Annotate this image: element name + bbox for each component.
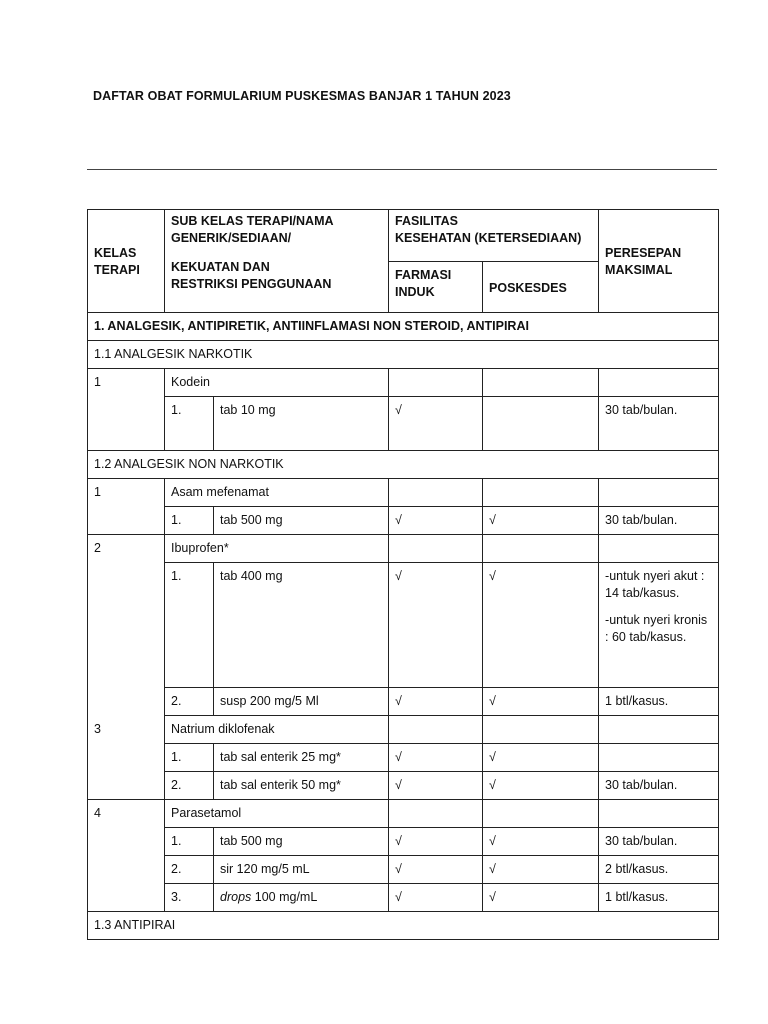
dosage-row [88,397,719,451]
max-cell [599,369,719,397]
drug-name: Asam mefenamat [165,479,389,507]
document-title: DAFTAR OBAT FORMULARIUM PUSKESMAS BANJAR 1 TAHUN 2023 [93,89,511,103]
max-cell [599,535,719,563]
max-cell [599,716,719,744]
dosage-form: tab 500 mg [214,828,389,856]
header-peresepan-maksimal [599,210,719,313]
max-prescription: 30 tab/bulan. [599,507,719,535]
farmasi-check: √ [389,772,483,800]
poskesdes-cell [483,535,599,563]
farmasi-cell [389,369,483,397]
dosage-number: 1. [165,828,214,856]
subsection-row [88,341,719,369]
table-header-row [88,210,719,262]
drug-number: 3 [88,716,165,800]
poskesdes-check [483,397,599,451]
drug-number: 2 [88,535,165,716]
dosage-number: 2. [165,688,214,716]
drug-number: 1 [88,369,165,451]
dosage-form: tab sal enterik 50 mg* [214,772,389,800]
dosage-row [88,744,719,772]
farmasi-check: √ [389,397,483,451]
header-sub-kelas-line2: GENERIK/SEDIAAN/ [171,231,292,245]
max-prescription: 30 tab/bulan. [599,828,719,856]
drug-row [88,479,719,507]
poskesdes-check: √ [483,772,599,800]
max-prescription: 1 btl/kasus. [599,884,719,912]
dosage-form: tab 400 mg [214,563,389,688]
dosage-row [88,507,719,535]
farmasi-check: √ [389,688,483,716]
drug-row [88,369,719,397]
dosage-form [214,884,389,912]
dosage-form-rest: 100 mg/mL [251,890,318,904]
max-prescription [599,563,719,688]
drug-name: Natrium diklofenak [165,716,389,744]
header-sub-kelas-line3: KEKUATAN DAN [171,260,270,274]
max-prescription [599,744,719,772]
poskesdes-cell [483,800,599,828]
poskesdes-cell [483,369,599,397]
dosage-form: tab 10 mg [214,397,389,451]
dosage-number: 2. [165,856,214,884]
dosage-row [88,772,719,800]
drug-number: 1 [88,479,165,535]
subsection-row [88,451,719,479]
header-sub-kelas-line4: RESTRIKSI PENGGUNAAN [171,277,332,291]
farmasi-check: √ [389,563,483,688]
max-note-acute: -untuk nyeri akut : 14 tab/kasus. [605,569,705,600]
header-kelas-terapi-label: KELAS TERAPI [94,246,140,277]
farmasi-check: √ [389,856,483,884]
max-note-chronic: -untuk nyeri kronis : 60 tab/kasus. [605,613,708,644]
dosage-form: susp 200 mg/5 Ml [214,688,389,716]
dosage-row [88,856,719,884]
dosage-number: 3. [165,884,214,912]
dosage-form: sir 120 mg/5 mL [214,856,389,884]
section-title: 1. ANALGESIK, ANTIPIRETIK, ANTIINFLAMASI NON STEROID, ANTIPIRAI [88,313,719,341]
poskesdes-cell [483,479,599,507]
farmasi-check: √ [389,884,483,912]
drug-row [88,535,719,563]
dosage-number: 2. [165,772,214,800]
poskesdes-check: √ [483,884,599,912]
poskesdes-cell [483,716,599,744]
dosage-form-italic: drops [220,890,252,904]
poskesdes-check: √ [483,744,599,772]
header-fasilitas-line1: FASILITAS [395,214,458,228]
dosage-form: tab sal enterik 25 mg* [214,744,389,772]
subsection-title: 1.2 ANALGESIK NON NARKOTIK [88,451,719,479]
farmasi-cell [389,800,483,828]
header-sub-kelas [165,210,389,313]
subsection-title: 1.1 ANALGESIK NARKOTIK [88,341,719,369]
header-divider [87,169,717,170]
poskesdes-check: √ [483,828,599,856]
subsection-title: 1.3 ANTIPIRAI [88,912,719,940]
drug-name: Kodein [165,369,389,397]
drug-number: 4 [88,800,165,912]
dosage-row [88,828,719,856]
farmasi-cell [389,535,483,563]
header-poskesdes: POSKESDES [483,262,599,313]
subsection-row [88,912,719,940]
drug-row [88,716,719,744]
farmasi-check: √ [389,507,483,535]
farmasi-check: √ [389,828,483,856]
farmasi-cell [389,479,483,507]
farmasi-check: √ [389,744,483,772]
max-prescription: 1 btl/kasus. [599,688,719,716]
max-cell [599,800,719,828]
dosage-row [88,688,719,716]
drug-row [88,800,719,828]
header-farmasi-induk: FARMASI INDUK [389,262,483,313]
max-prescription: 30 tab/bulan. [599,397,719,451]
farmasi-cell [389,716,483,744]
header-sub-kelas-line1: SUB KELAS TERAPI/NAMA [171,214,334,228]
poskesdes-check: √ [483,856,599,884]
dosage-number: 1. [165,563,214,688]
max-prescription: 30 tab/bulan. [599,772,719,800]
header-fasilitas [389,210,599,262]
poskesdes-check: √ [483,563,599,688]
dosage-number: 1. [165,744,214,772]
dosage-number: 1. [165,397,214,451]
header-peresepan-label: PERESEPAN MAKSIMAL [605,246,682,277]
header-kelas-terapi [88,210,165,313]
drug-name: Parasetamol [165,800,389,828]
dosage-row [88,884,719,912]
max-prescription: 2 btl/kasus. [599,856,719,884]
dosage-form: tab 500 mg [214,507,389,535]
drug-name: Ibuprofen* [165,535,389,563]
poskesdes-check: √ [483,507,599,535]
header-fasilitas-line2: KESEHATAN (KETERSEDIAAN) [395,231,582,245]
poskesdes-check: √ [483,688,599,716]
dosage-number: 1. [165,507,214,535]
section-row [88,313,719,341]
max-cell [599,479,719,507]
formularium-table [87,209,719,940]
dosage-row [88,563,719,688]
